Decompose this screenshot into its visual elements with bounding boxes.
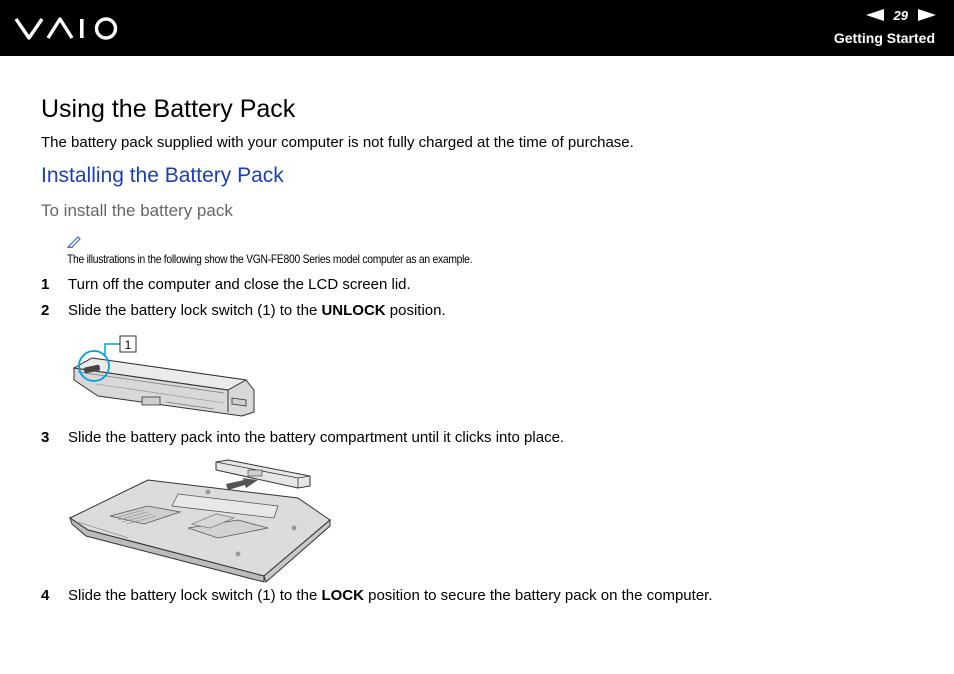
page-header (0, 0, 954, 56)
page-title: Using the Battery Pack (41, 95, 296, 123)
step-number: 2 (41, 302, 50, 319)
battery-unlock-illustration (66, 330, 266, 420)
procedure-title: To install the battery pack (41, 201, 233, 220)
battery-insert-illustration (68, 458, 338, 584)
step-text: Slide the battery lock switch (1) to the UNLOCK position. (68, 302, 446, 319)
step-number: 1 (41, 276, 50, 293)
step-number: 3 (41, 429, 50, 446)
vaio-logo (14, 14, 122, 42)
step-text: Turn off the computer and close the LCD screen lid. (68, 276, 411, 293)
note-text: The illustrations in the following show the VGN-FE800 Series model computer as an example. (67, 252, 473, 266)
section-subtitle: Installing the Battery Pack (41, 164, 284, 187)
intro-text: The battery pack supplied with your computer is not fully charged at the time of purchase. (41, 134, 634, 151)
pencil-note-icon (67, 234, 83, 248)
page-number: 29 (893, 7, 908, 23)
page-navigation (866, 6, 936, 24)
step-text: Slide the battery lock switch (1) to the LOCK position to secure the battery pack on the computer. (68, 587, 713, 604)
section-title[interactable]: Getting Started (833, 30, 935, 46)
left-arrow-icon[interactable] (866, 9, 884, 21)
callout-label: 1 (124, 338, 132, 352)
step-text: Slide the battery pack into the battery compartment until it clicks into place. (68, 429, 565, 446)
step-number: 4 (41, 587, 50, 604)
right-arrow-icon[interactable] (918, 9, 936, 21)
